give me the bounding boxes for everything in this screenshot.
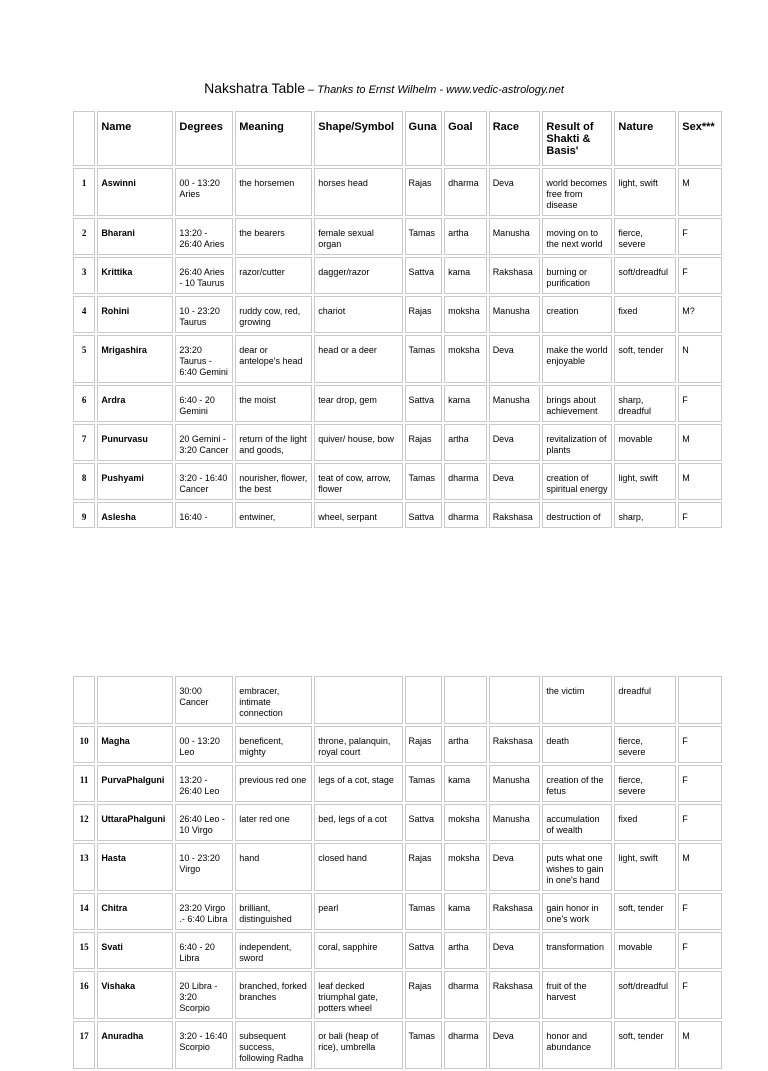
header-row	[73, 111, 722, 166]
cell-nature: fixed	[614, 804, 676, 841]
table-row	[73, 971, 722, 1019]
cell-sex: M	[678, 168, 722, 216]
cell-nature: soft, tender	[614, 335, 676, 383]
cell-shape-symbol: dagger/razor	[314, 257, 402, 294]
cell-sex: F	[678, 218, 722, 255]
cell-degrees: 20 Gemini - 3:20 Cancer	[175, 424, 233, 461]
cell-degrees: 20 Libra - 3:20 Scorpio	[175, 971, 233, 1019]
cell-result: burning or purification	[542, 257, 612, 294]
cell-nature: soft/dreadful	[614, 257, 676, 294]
cell-goal: kama	[444, 765, 487, 802]
cell-guna: Tamas	[405, 335, 443, 383]
cell-num: 9	[73, 502, 95, 528]
cell-sex: F	[678, 893, 722, 930]
cell-race: Rakshasa	[489, 893, 541, 930]
cell-goal: dharma	[444, 502, 487, 528]
cell-nature: Nature	[614, 111, 676, 166]
cell-race: Rakshasa	[489, 726, 541, 763]
cell-name: Svati	[97, 932, 173, 969]
cell-result: creation of spiritual energy	[542, 463, 612, 500]
cell-meaning: branched, forked branches	[235, 971, 312, 1019]
cell-meaning: subsequent success, following Radha	[235, 1021, 312, 1069]
cell-goal: moksha	[444, 335, 487, 383]
table-row	[73, 932, 722, 969]
cell-sex: F	[678, 804, 722, 841]
cell-guna: Guna	[405, 111, 443, 166]
cell-degrees: 30:00 Cancer	[175, 676, 233, 724]
cell-nature: light, swift	[614, 463, 676, 500]
cell-meaning: independent, sword	[235, 932, 312, 969]
nakshatra-table	[71, 109, 724, 530]
cell-result: death	[542, 726, 612, 763]
cell-sex: M	[678, 424, 722, 461]
cell-result: creation of the fetus	[542, 765, 612, 802]
cell-num: 8	[73, 463, 95, 500]
cell-guna: Rajas	[405, 726, 443, 763]
cell-guna: Tamas	[405, 218, 443, 255]
cell-result: puts what one wishes to gain in one's hand	[542, 843, 612, 891]
cell-goal: dharma	[444, 463, 487, 500]
cell-degrees: 13:20 - 26:40 Aries	[175, 218, 233, 255]
cell-guna: Sattva	[405, 385, 443, 422]
cell-result: accumulation of wealth	[542, 804, 612, 841]
cell-meaning: hand	[235, 843, 312, 891]
table-row	[73, 843, 722, 891]
cell-name: Punurvasu	[97, 424, 173, 461]
cell-degrees: 00 - 13:20 Aries	[175, 168, 233, 216]
cell-meaning: Meaning	[235, 111, 312, 166]
cell-degrees: 6:40 - 20 Libra	[175, 932, 233, 969]
cell-result: transformation	[542, 932, 612, 969]
cell-shape-symbol: quiver/ house, bow	[314, 424, 402, 461]
cell-name: Aslesha	[97, 502, 173, 528]
cell-meaning: beneficent, mighty	[235, 726, 312, 763]
cell-shape-symbol: or bali (heap of rice), umbrella	[314, 1021, 402, 1069]
cell-race: Rakshasa	[489, 502, 541, 528]
cell-sex: F	[678, 932, 722, 969]
table-row	[73, 257, 722, 294]
cell-result: fruit of the harvest	[542, 971, 612, 1019]
cell-race: Deva	[489, 1021, 541, 1069]
cell-name: UttaraPhalguni	[97, 804, 173, 841]
cell-name	[97, 676, 173, 724]
cell-guna: Tamas	[405, 463, 443, 500]
cell-goal: moksha	[444, 804, 487, 841]
cell-name: Krittika	[97, 257, 173, 294]
cell-name: Mrigashira	[97, 335, 173, 383]
cell-nature: movable	[614, 932, 676, 969]
cell-shape-symbol: bed, legs of a cot	[314, 804, 402, 841]
cell-guna: Rajas	[405, 843, 443, 891]
nakshatra-table-page-2	[71, 674, 724, 1063]
cell-race	[489, 676, 541, 724]
cell-sex: M	[678, 463, 722, 500]
cell-num: 17	[73, 1021, 95, 1069]
cell-sex	[678, 676, 722, 724]
cell-shape-symbol: coral, sapphire	[314, 932, 402, 969]
cell-shape-symbol	[314, 676, 402, 724]
cell-num: 3	[73, 257, 95, 294]
table-row	[73, 296, 722, 333]
cell-meaning: nourisher, flower, the best	[235, 463, 312, 500]
cell-shape-symbol: head or a deer	[314, 335, 402, 383]
cell-name: Ardra	[97, 385, 173, 422]
cell-shape-symbol: tear drop, gem	[314, 385, 402, 422]
cell-goal: kama	[444, 385, 487, 422]
cell-num: 5	[73, 335, 95, 383]
cell-result: world becomes free from disease	[542, 168, 612, 216]
cell-meaning: later red one	[235, 804, 312, 841]
cell-nature: sharp,	[614, 502, 676, 528]
cell-meaning: previous red one	[235, 765, 312, 802]
cell-name: Chitra	[97, 893, 173, 930]
cell-goal: dharma	[444, 971, 487, 1019]
cell-goal: dharma	[444, 168, 487, 216]
cell-shape-symbol: Shape/Symbol	[314, 111, 402, 166]
cell-race: Deva	[489, 424, 541, 461]
cell-degrees: 3:20 - 16:40 Scorpio	[175, 1021, 233, 1069]
cell-sex: F	[678, 502, 722, 528]
cell-nature: dreadful	[614, 676, 676, 724]
cell-sex: M	[678, 843, 722, 891]
cell-num: 12	[73, 804, 95, 841]
cell-degrees: 10 - 23:20 Virgo	[175, 843, 233, 891]
cell-race: Rakshasa	[489, 257, 541, 294]
cell-name: Bharani	[97, 218, 173, 255]
cell-goal: kama	[444, 893, 487, 930]
cell-sex: F	[678, 765, 722, 802]
table-row	[73, 726, 722, 763]
cell-result: moving on to the next world	[542, 218, 612, 255]
cell-degrees: 26:40 Aries - 10 Taurus	[175, 257, 233, 294]
cell-result: make the world enjoyable	[542, 335, 612, 383]
cell-sex: F	[678, 257, 722, 294]
table-row	[73, 1021, 722, 1069]
cell-name: Anuradha	[97, 1021, 173, 1069]
cell-guna: Rajas	[405, 168, 443, 216]
table-row	[73, 168, 722, 216]
cell-race: Manusha	[489, 385, 541, 422]
page-title	[0, 80, 768, 96]
cell-shape-symbol: pearl	[314, 893, 402, 930]
cell-guna: Rajas	[405, 971, 443, 1019]
cell-race: Deva	[489, 463, 541, 500]
nakshatra-table-continued	[71, 674, 724, 1071]
cell-meaning: return of the light and goods,	[235, 424, 312, 461]
cell-meaning: the bearers	[235, 218, 312, 255]
cell-sex: F	[678, 385, 722, 422]
cell-race: Rakshasa	[489, 971, 541, 1019]
cell-goal: moksha	[444, 296, 487, 333]
cell-race: Manusha	[489, 804, 541, 841]
cell-guna: Sattva	[405, 502, 443, 528]
cell-goal: artha	[444, 932, 487, 969]
cell-shape-symbol: legs of a cot, stage	[314, 765, 402, 802]
cell-degrees: 16:40 -	[175, 502, 233, 528]
cell-guna: Sattva	[405, 804, 443, 841]
cell-num: 2	[73, 218, 95, 255]
cell-degrees: 6:40 - 20 Gemini	[175, 385, 233, 422]
cell-guna: Sattva	[405, 257, 443, 294]
cell-race: Manusha	[489, 296, 541, 333]
cell-race: Deva	[489, 843, 541, 891]
cell-degrees: 23:20 Taurus - 6:40 Gemini	[175, 335, 233, 383]
cell-meaning: razor/cutter	[235, 257, 312, 294]
cell-degrees: 13:20 - 26:40 Leo	[175, 765, 233, 802]
cell-race: Deva	[489, 932, 541, 969]
cell-num: 14	[73, 893, 95, 930]
cell-sex: M?	[678, 296, 722, 333]
cell-degrees: 23:20 Virgo .- 6:40 Libra	[175, 893, 233, 930]
cell-meaning: the horsemen	[235, 168, 312, 216]
table-row	[73, 385, 722, 422]
cell-nature: fierce, severe	[614, 726, 676, 763]
cell-shape-symbol: throne, palanquin, royal court	[314, 726, 402, 763]
cell-guna	[405, 676, 443, 724]
cell-shape-symbol: leaf decked triumphal gate, potters wheel	[314, 971, 402, 1019]
cell-guna: Tamas	[405, 765, 443, 802]
cell-num: 16	[73, 971, 95, 1019]
cell-sex: F	[678, 971, 722, 1019]
cell-goal: artha	[444, 218, 487, 255]
cell-result: honor and abundance	[542, 1021, 612, 1069]
cell-goal: artha	[444, 726, 487, 763]
table-row	[73, 765, 722, 802]
cell-name: Pushyami	[97, 463, 173, 500]
cell-result: Result of Shakti & Basis'	[542, 111, 612, 166]
cell-nature: movable	[614, 424, 676, 461]
table-row	[73, 804, 722, 841]
table-row	[73, 335, 722, 383]
cell-num: 4	[73, 296, 95, 333]
cell-degrees: 00 - 13:20 Leo	[175, 726, 233, 763]
cell-degrees: 10 - 23:20 Taurus	[175, 296, 233, 333]
cell-nature: light, swift	[614, 168, 676, 216]
cell-name: Hasta	[97, 843, 173, 891]
table-row	[73, 502, 722, 528]
cell-name: Aswinni	[97, 168, 173, 216]
cell-guna: Tamas	[405, 1021, 443, 1069]
cell-degrees: 3:20 - 16:40 Cancer	[175, 463, 233, 500]
table-row	[73, 893, 722, 930]
cell-result: revitalization of plants	[542, 424, 612, 461]
cell-race: Manusha	[489, 765, 541, 802]
cell-shape-symbol: wheel, serpant	[314, 502, 402, 528]
cell-meaning: the moist	[235, 385, 312, 422]
cell-num: 11	[73, 765, 95, 802]
cell-result: destruction of	[542, 502, 612, 528]
cell-name: Rohini	[97, 296, 173, 333]
title-credit: – Thanks to Ernst Wilhelm - www.vedic-astrology.net	[305, 84, 564, 96]
cell-num: 15	[73, 932, 95, 969]
cell-result: gain honor in one's work	[542, 893, 612, 930]
cell-race: Manusha	[489, 218, 541, 255]
cell-sex: Sex***	[678, 111, 722, 166]
nakshatra-table-page-1	[71, 109, 724, 522]
cell-guna: Tamas	[405, 893, 443, 930]
cell-shape-symbol: teat of cow, arrow, flower	[314, 463, 402, 500]
cell-degrees: 26:40 Leo - 10 Virgo	[175, 804, 233, 841]
cell-goal	[444, 676, 487, 724]
cell-goal: kama	[444, 257, 487, 294]
cell-nature: fierce, severe	[614, 218, 676, 255]
cell-shape-symbol: closed hand	[314, 843, 402, 891]
cell-meaning: dear or antelope's head	[235, 335, 312, 383]
cell-result: creation	[542, 296, 612, 333]
title-main: Nakshatra Table	[204, 80, 305, 96]
cell-nature: light, swift	[614, 843, 676, 891]
cell-num	[73, 111, 95, 166]
table-row	[73, 424, 722, 461]
cell-shape-symbol: horses head	[314, 168, 402, 216]
cell-sex: F	[678, 726, 722, 763]
cell-num	[73, 676, 95, 724]
cell-name: Magha	[97, 726, 173, 763]
cell-race: Deva	[489, 168, 541, 216]
cell-guna: Rajas	[405, 296, 443, 333]
cell-name: PurvaPhalguni	[97, 765, 173, 802]
cell-guna: Sattva	[405, 932, 443, 969]
cell-goal: moksha	[444, 843, 487, 891]
cell-num: 1	[73, 168, 95, 216]
cell-sex: N	[678, 335, 722, 383]
cell-nature: sharp, dreadful	[614, 385, 676, 422]
cell-goal: dharma	[444, 1021, 487, 1069]
cell-num: 13	[73, 843, 95, 891]
cell-num: 6	[73, 385, 95, 422]
table-row	[73, 218, 722, 255]
cell-meaning: embracer, intimate connection	[235, 676, 312, 724]
cell-goal: artha	[444, 424, 487, 461]
cell-nature: fixed	[614, 296, 676, 333]
cell-meaning: entwiner,	[235, 502, 312, 528]
cell-nature: fierce, severe	[614, 765, 676, 802]
cell-race: Deva	[489, 335, 541, 383]
cell-name: Vishaka	[97, 971, 173, 1019]
cell-guna: Rajas	[405, 424, 443, 461]
cell-nature: soft, tender	[614, 893, 676, 930]
cell-degrees: Degrees	[175, 111, 233, 166]
cell-meaning: brilliant, distinguished	[235, 893, 312, 930]
cell-nature: soft/dreadful	[614, 971, 676, 1019]
cell-num: 7	[73, 424, 95, 461]
cell-name: Name	[97, 111, 173, 166]
cell-sex: M	[678, 1021, 722, 1069]
cell-result: the victim	[542, 676, 612, 724]
cell-shape-symbol: chariot	[314, 296, 402, 333]
table-row	[73, 676, 722, 724]
cell-race: Race	[489, 111, 541, 166]
cell-num: 10	[73, 726, 95, 763]
cell-goal: Goal	[444, 111, 487, 166]
cell-nature: soft, tender	[614, 1021, 676, 1069]
cell-meaning: ruddy cow, red, growing	[235, 296, 312, 333]
cell-shape-symbol: female sexual organ	[314, 218, 402, 255]
table-row	[73, 463, 722, 500]
cell-result: brings about achievement	[542, 385, 612, 422]
